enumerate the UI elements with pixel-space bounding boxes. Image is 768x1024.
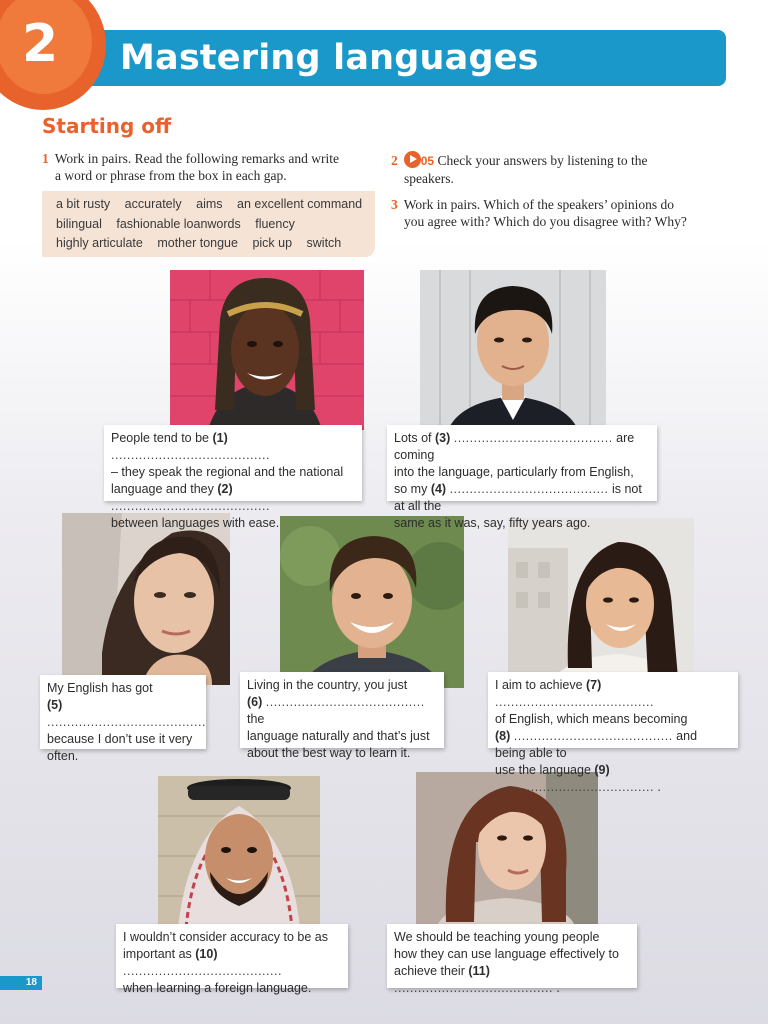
answer-blank[interactable]: ........................................ [495,780,654,794]
remark-text: same as it was, say, fifty years ago. [394,516,591,530]
task-text: Work in pairs. Read the following remarks and write [54,151,339,166]
remark-text: Lots of [394,431,435,445]
gap-number: (9) [594,763,610,777]
word-item: switch [306,236,342,250]
answer-blank[interactable]: ........................................ [111,448,270,462]
word-item: fluency [255,217,295,231]
answer-blank[interactable]: ........................................ [513,729,673,743]
speaker-photo-1 [170,270,364,430]
speaker-remark-7 [387,924,637,995]
speaker-photo-2 [420,270,606,430]
speaker-photo-5 [508,518,694,688]
answer-blank[interactable]: ........................................ [123,964,282,978]
task-number: 2 [391,153,398,168]
word-row [56,236,352,250]
remark-text: Living in the country, you just [247,678,408,692]
gap-number: (4) [430,482,447,496]
answer-blank[interactable]: ........................................ [495,695,654,709]
task-text: speakers. [404,171,454,186]
task-1 [42,150,382,184]
gap-number: (11) [468,964,490,978]
track-number: 05 [420,154,435,168]
word-item: accurately [124,197,182,211]
speaker-remark-1 [104,425,362,530]
remark-text: the [247,712,265,726]
task-text: a word or phrase from the box in each gap. [55,168,287,183]
answer-blank[interactable]: ........................................ [449,482,609,496]
remark-text: into the language, particularly from English, [394,465,634,479]
remark-text: language naturally and that’s just [247,729,430,743]
remark-text: important as [123,947,196,961]
remark-text: My English has got [47,681,153,695]
remark-text: language and they [111,482,218,496]
remark-text: achieve their [394,964,469,978]
task-2 [391,151,731,187]
remark-text: We should be teaching young people [394,930,600,944]
word-item: pick up [252,236,293,250]
word-item: fashionable loanwords [116,217,241,231]
task-number: 1 [42,151,49,166]
word-item: a bit rusty [56,197,111,211]
gap-number: (1) [212,431,228,445]
answer-blank[interactable]: ........................................ [111,499,270,513]
answer-blank[interactable]: ........................................ [453,431,613,445]
unit-number: 2 [22,14,59,74]
gap-number: (2) [217,482,233,496]
remark-text: . [653,780,661,794]
remark-text: about the best way to learn it. [247,746,411,760]
word-item: mother tongue [157,236,238,250]
gap-number: (10) [195,947,218,961]
speaker-remark-2 [387,425,657,530]
speaker-photo-4 [280,516,464,688]
remark-text: – they speak the regional and the national [111,465,344,479]
task-text: Work in pairs. Which of the speakers’ opinions do [403,197,674,212]
speaker-photo-6 [158,776,320,928]
speaker-photo-3 [62,513,230,685]
remark-text: so my [394,482,431,496]
remark-text: of English, which means becoming [495,712,688,726]
task-number: 3 [391,197,398,212]
remark-text: use the language [495,763,595,777]
word-item: aims [196,197,223,211]
remark-text: and being able to [495,729,698,760]
gap-number: (5) [47,698,63,712]
task-text: Check your answers by listening to the [437,153,648,168]
remark-text: when learning a foreign language. [123,981,312,995]
remark-text: how they can use language effectively to [394,947,619,961]
word-item: an excellent command [237,197,363,211]
page-number: 18 [0,976,42,990]
remark-text: often. [47,749,79,763]
remark-text: is not at all the [394,482,642,513]
remark-text: People tend to be [111,431,213,445]
remark-text: . [552,981,560,995]
section-title: Starting off [42,114,172,138]
remark-text: between languages with ease. [111,516,280,530]
answer-blank[interactable]: ........................................ [47,715,206,729]
gap-number: (3) [435,431,451,445]
gap-number: (8) [495,729,511,743]
word-item: highly articulate [56,236,143,250]
speaker-remark-5 [488,672,738,794]
task-text: you agree with? Which do you disagree with? Why? [404,214,687,229]
speaker-remark-3 [40,675,206,763]
audio-play-icon[interactable] [404,151,421,168]
word-box [42,191,375,257]
speaker-remark-4 [240,672,444,760]
page-title: Mastering languages [120,38,539,78]
answer-blank[interactable]: ........................................ [394,981,553,995]
word-item: bilingual [56,217,102,231]
remark-text: are coming [394,431,635,462]
word-row [56,217,306,231]
task-3 [391,196,741,230]
remark-text: I wouldn’t consider accuracy to be as [123,930,328,944]
gap-number: (7) [586,678,602,692]
word-row [56,197,373,211]
answer-blank[interactable]: ........................................ [265,695,425,709]
remark-text: I aim to achieve [495,678,587,692]
gap-number: (6) [247,695,263,709]
remark-text: because I don’t use it very [47,732,193,746]
speaker-remark-6 [116,924,348,995]
